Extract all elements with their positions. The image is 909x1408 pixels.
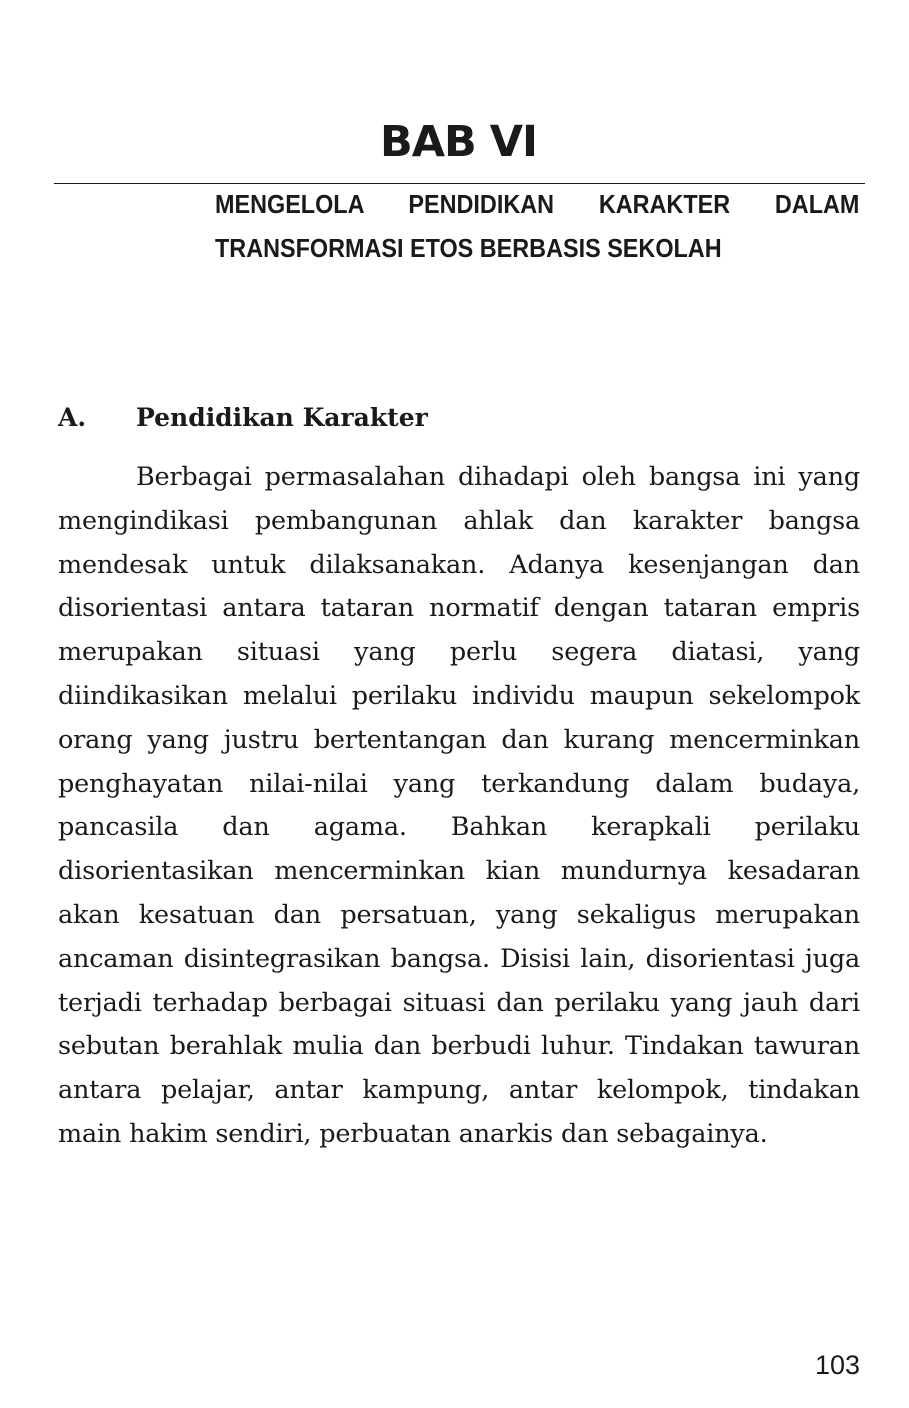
page-number: 103 xyxy=(814,1350,860,1380)
section-letter: A. xyxy=(58,403,87,432)
chapter-title: MENGELOLA PENDIDIKAN KARAKTER DALAM TRANSFORMASI ETOS BERBASIS SEKOLAH xyxy=(215,189,860,263)
section-heading xyxy=(58,396,428,440)
chapter-number: BAB VI xyxy=(379,117,538,167)
section-title: Pendidikan Karakter xyxy=(136,403,428,432)
body-paragraph: Berbagai permasalahan dihadapi oleh bangsa ini yang mengindikasi pembangunan ahlak dan karakter bangsa mendesak untuk dilaksanakan. Adanya kesenjangan dan disorientasi antara tataran normatif dengan tataran empris merupakan situasi yang perlu segera diatasi, yang diindikasikan melalui perilaku individu maupun sekelompok orang yang justru bertentangan dan kurang mencerminkan penghayatan nilai-nilai yang terkandung dalam budaya, pancasila dan agama. Bahkan kerapkali perilaku disorientasikan mencerminkan kian mundurnya kesadaran akan kesatuan dan persatuan, yang sekaligus merupakan ancaman disintegrasikan bangsa. Disisi lain, disorientasi juga terjadi terhadap berbagai situasi dan perilaku yang jauh dari sebutan berahlak mulia dan berbudi luhur. Tindakan tawuran antara pelajar, antar kampung, antar kelompok, tindakan main hakim sendiri, perbuatan anarkis dan sebagainya. xyxy=(58,462,860,1149)
